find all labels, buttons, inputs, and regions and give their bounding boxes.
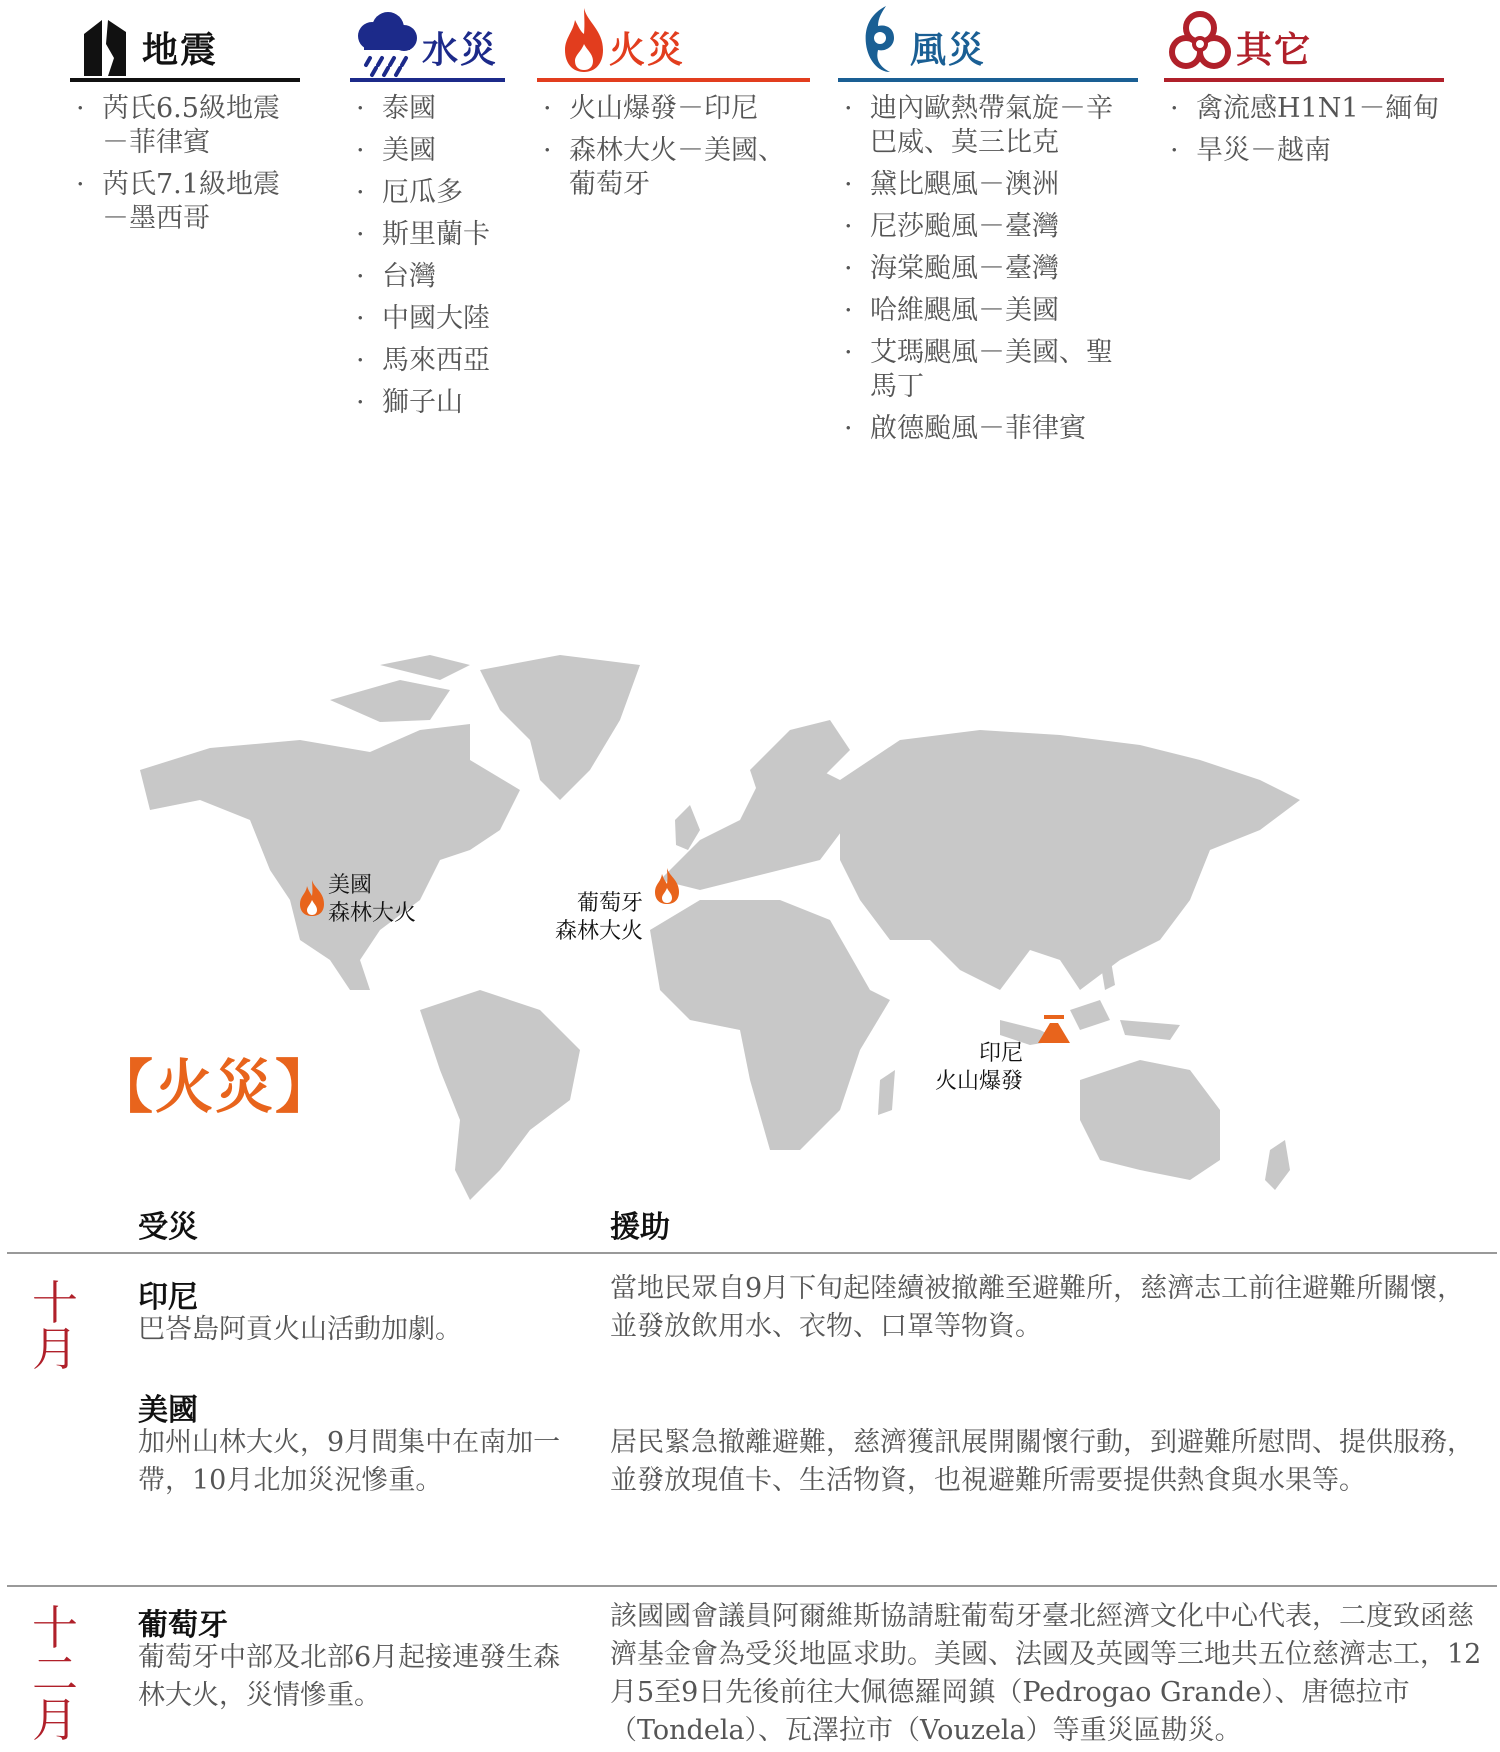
typhoon-icon: [858, 2, 898, 76]
country-name: 葡萄牙: [138, 1608, 228, 1643]
map-label-line: 火山爆發: [935, 1069, 1024, 1094]
category-other: [1164, 0, 1444, 166]
south-america: [420, 990, 580, 1200]
category-rule: [1164, 78, 1444, 82]
africa: [650, 900, 890, 1150]
volcano-marker-indonesia: [1038, 1015, 1070, 1043]
north-america: [140, 724, 520, 990]
flame-icon: [557, 4, 611, 74]
asia: [840, 730, 1300, 990]
section-heading-fire: 【火災】: [95, 1053, 336, 1121]
category-items: [838, 92, 1138, 454]
category-rule: [350, 78, 505, 82]
country-name: 印尼: [138, 1280, 198, 1315]
category-header: [350, 0, 505, 80]
rain-cloud-icon: [352, 8, 422, 80]
category-header: [1164, 0, 1444, 80]
list-item: · 中國大陸: [350, 302, 505, 336]
disaster-description: 加州山林大火，9月間集中在南加一帶，10月北加災況慘重。: [138, 1427, 561, 1496]
category-header: [70, 0, 300, 80]
category-items: [70, 92, 300, 244]
category-header: [537, 0, 810, 80]
list-item: · 美國: [350, 134, 505, 168]
list-item: · 艾瑪颶風－美國、聖馬丁: [838, 336, 1138, 404]
list-item: · 尼莎颱風－臺灣: [838, 210, 1138, 244]
list-item: · 芮氏7.1級地震－墨西哥: [70, 168, 300, 236]
list-item: · 台灣: [350, 260, 505, 294]
category-wind: [838, 0, 1138, 444]
map-label-line: 葡萄牙: [577, 891, 644, 916]
list-item: · 馬來西亞: [350, 344, 505, 378]
list-item: · 森林大火－美國、葡萄牙: [537, 134, 810, 202]
month-char: 十: [32, 1601, 78, 1655]
aid-description: 居民緊急撤離避難，慈濟獲訊展開關懷行動，到避難所慰問、提供服務，並發放現值卡、生活物資，也視避難所需要提供熱食與水果等。: [610, 1427, 1474, 1496]
arctic-islands: [330, 655, 470, 722]
month-char: 月: [32, 1693, 78, 1747]
divider: [7, 1585, 1497, 1587]
map-label-line: 森林大火: [555, 919, 644, 944]
list-item: · 芮氏6.5級地震－菲律賓: [70, 92, 300, 160]
list-item: · 泰國: [350, 92, 505, 126]
divider: [7, 1252, 1497, 1254]
uk: [675, 805, 700, 850]
map-label-line: 美國: [328, 873, 373, 898]
category-flood: [350, 0, 505, 418]
month-char: 月: [32, 1322, 78, 1376]
greenland: [480, 655, 640, 800]
category-items: [537, 92, 810, 210]
month-char: 十: [32, 1276, 78, 1330]
category-title: 水災: [422, 30, 499, 71]
biohazard-icon: [1164, 6, 1236, 78]
category-rule: [537, 78, 810, 82]
list-item: · 獅子山: [350, 386, 505, 420]
disaster-description: 葡萄牙中部及北部6月起接連發生森林大火，災情慘重。: [138, 1642, 561, 1711]
month-label-december: [30, 1601, 80, 1747]
map-label-line: 森林大火: [328, 901, 417, 926]
column-header-aid: 援助: [610, 1210, 670, 1245]
category-title: 地震: [142, 30, 219, 71]
column-header-affected: 受災: [138, 1210, 198, 1245]
australia: [1080, 1060, 1220, 1180]
map-label-portugal: [555, 890, 643, 946]
list-item: · 哈維颶風－美國: [838, 294, 1138, 328]
list-item: · 旱災－越南: [1164, 134, 1444, 168]
category-title: 風災: [910, 30, 987, 71]
madagascar: [878, 1070, 895, 1115]
category-fire: [537, 0, 810, 200]
disaster-description: 巴峇島阿貢火山活動加劇。: [138, 1314, 462, 1345]
category-title: 火災: [609, 30, 686, 71]
month-char: 二: [32, 1647, 78, 1701]
list-item: · 海棠颱風－臺灣: [838, 252, 1138, 286]
category-earthquake: [70, 0, 300, 234]
category-rule: [70, 78, 300, 82]
aid-description: 當地民眾自9月下旬起陸續被撤離至避難所，慈濟志工前往避難所關懷，並發放飲用水、衣物、口罩等物資。: [610, 1273, 1465, 1342]
new-zealand: [1265, 1140, 1290, 1190]
cracked-building-icon: [82, 14, 128, 84]
list-item: · 厄瓜多: [350, 176, 505, 210]
list-item: · 禽流感H1N1－緬甸: [1164, 92, 1444, 126]
category-rule: [838, 78, 1138, 82]
category-items: [1164, 92, 1444, 176]
list-item: · 火山爆發－印尼: [537, 92, 810, 126]
list-item: · 迪內歐熱帶氣旋－辛巴威、莫三比克: [838, 92, 1138, 160]
list-item: · 黛比颶風－澳洲: [838, 168, 1138, 202]
map-label-indonesia: [935, 1040, 1023, 1096]
map-label-usa: [328, 872, 416, 928]
category-header: [838, 0, 1138, 80]
month-label-october: [30, 1276, 80, 1376]
indonesia: [1000, 1000, 1180, 1045]
list-item: · 斯里蘭卡: [350, 218, 505, 252]
category-title: 其它: [1236, 30, 1313, 71]
list-item: · 啟德颱風－菲律賓: [838, 412, 1138, 446]
country-name: 美國: [138, 1393, 198, 1428]
aid-description: 該國國會議員阿爾維斯協請駐葡萄牙臺北經濟文化中心代表，二度致函慈濟基金會為受災地區求助。美國、法國及英國等三地共五位慈濟志工，12月5至9日先後前往大佩德羅岡鎮（Pedrogao Grande）、唐德拉市（Tondela）、瓦澤拉市（Vouzela）等重災區勘災。: [610, 1601, 1482, 1746]
map-label-line: 印尼: [979, 1041, 1024, 1066]
category-items: [350, 92, 505, 428]
